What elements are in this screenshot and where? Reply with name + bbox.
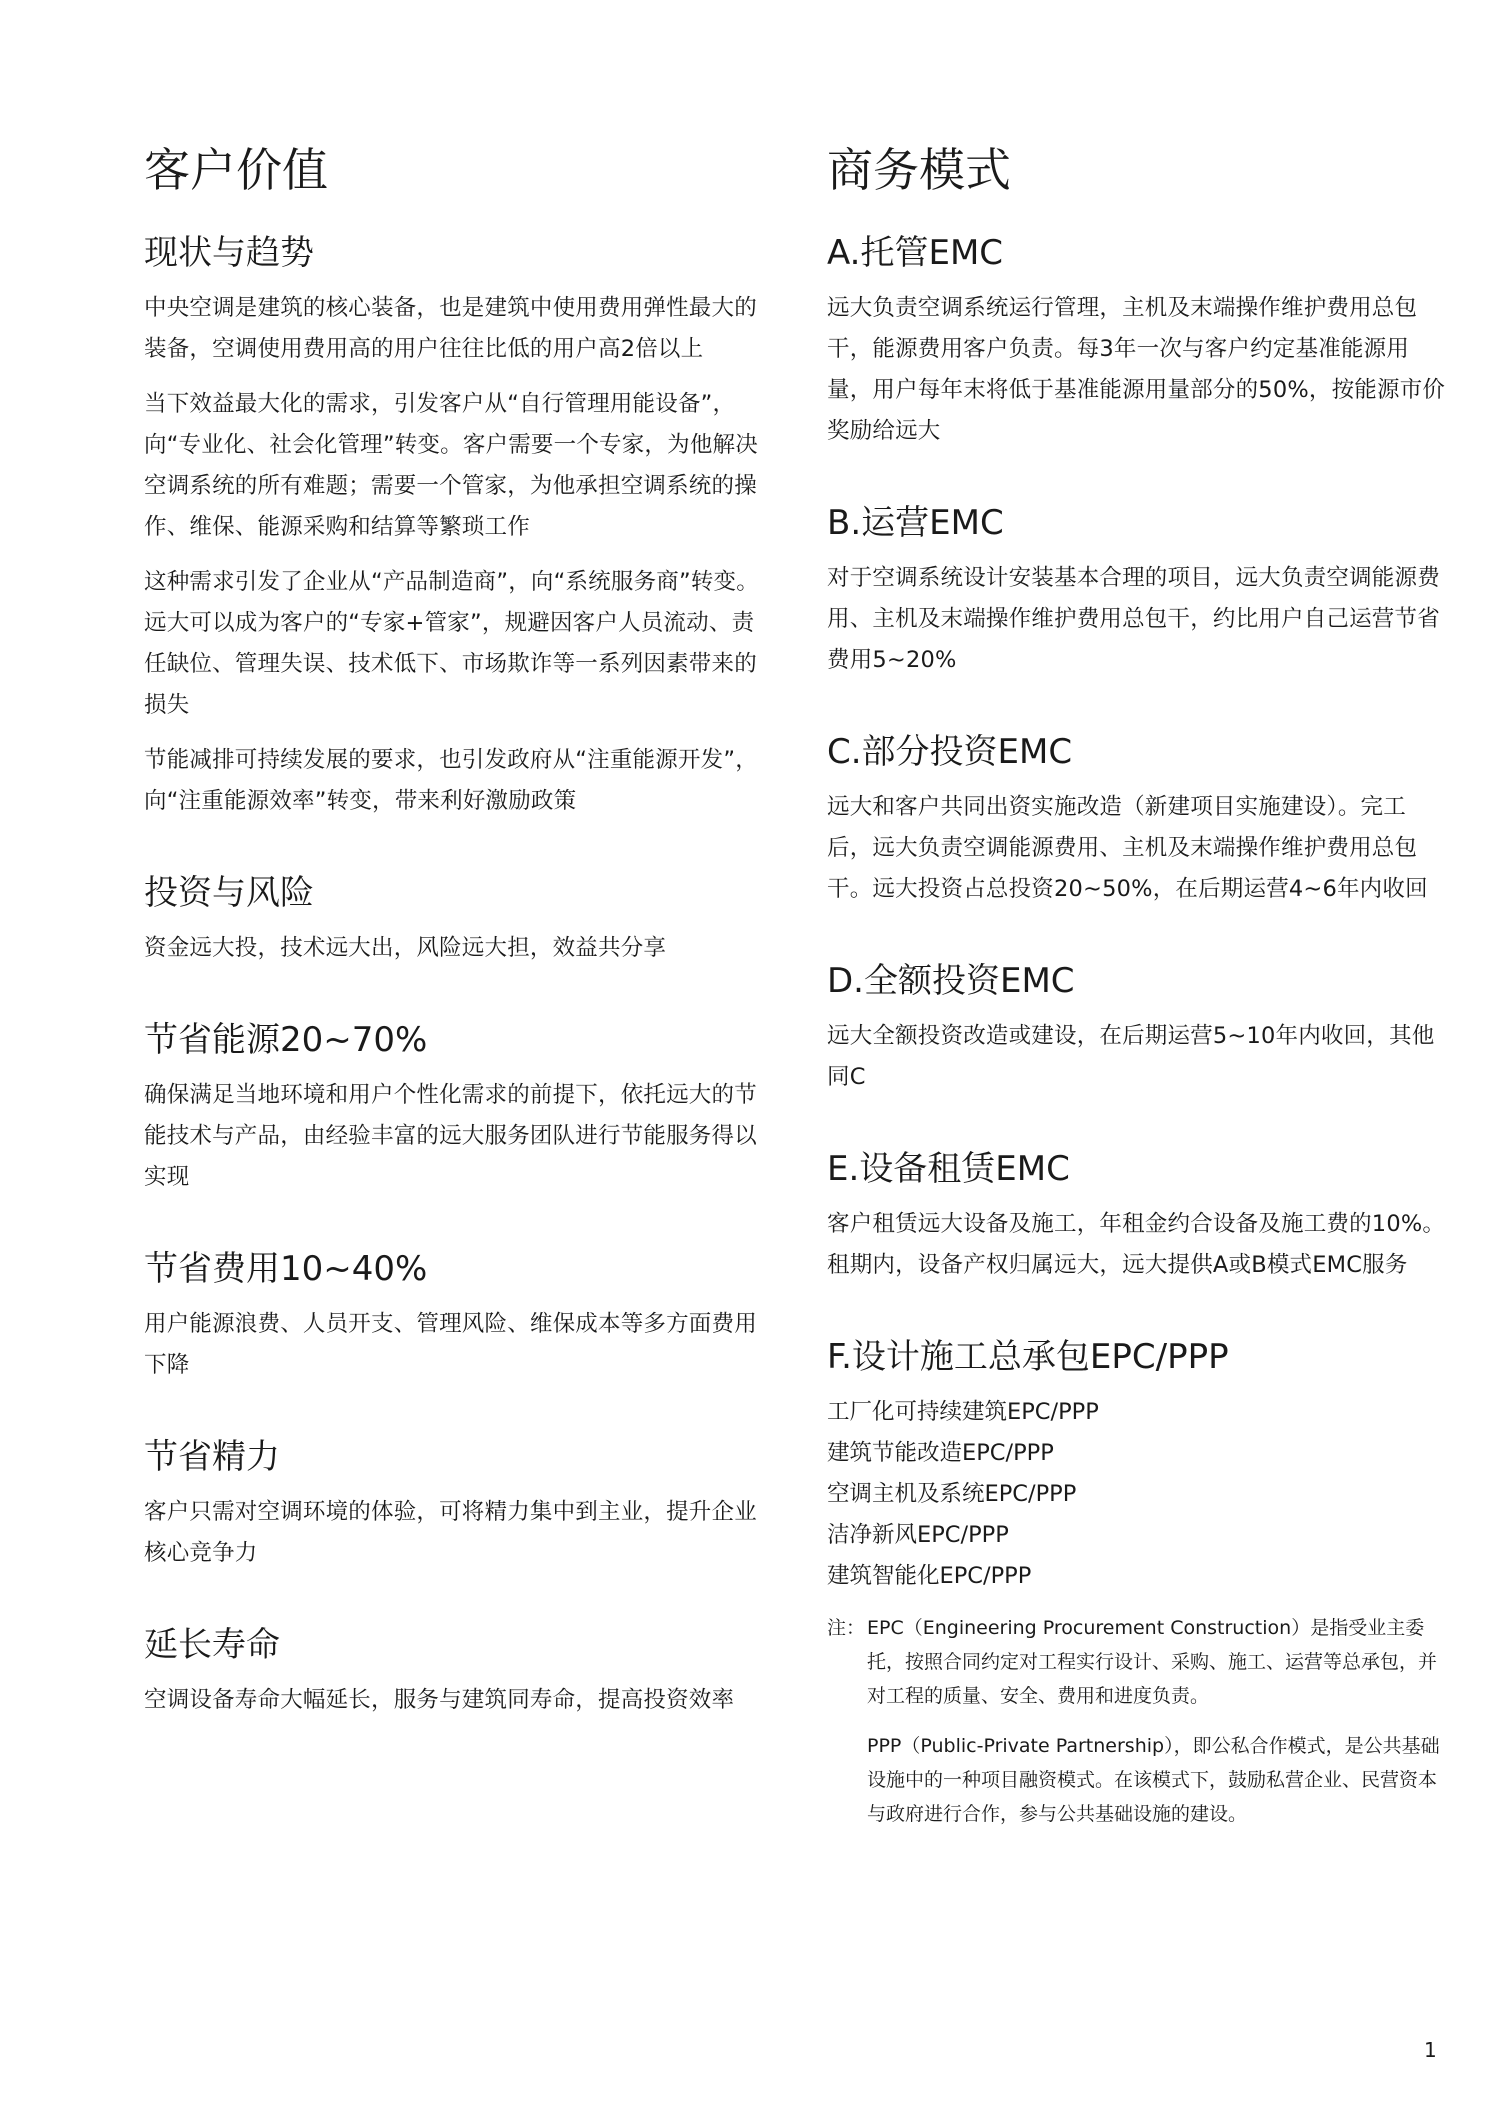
section-heading: 节省精力 xyxy=(144,1437,280,1477)
section-heading: C.部分投资EMC xyxy=(827,732,1073,772)
left-column xyxy=(144,138,764,1735)
paragraph: 远大负责空调系统运行管理，主机及末端操作维护费用总包干，能源费用客户负责。每3年一次与客户约定基准能源用量，用户每年末将低于基准能源用量部分的50%，按能源市价奖励给远大 xyxy=(827,295,1446,444)
section-emc-e xyxy=(827,1146,1447,1286)
section-heading: D.全额投资EMC xyxy=(827,961,1075,1001)
section-heading: 延长寿命 xyxy=(144,1625,280,1665)
footnote-epc: EPC（Engineering Procurement Construction）是指受业主委托，按照合同约定对工程实行设计、采购、施工、运营等总承包，并对工程的质量、安全、费用和进度负责。 xyxy=(867,1617,1438,1707)
paragraph: 这种需求引发了企业从“产品制造商”，向“系统服务商”转变。远大可以成为客户的“专家+管家”，规避因客户人员流动、责任缺位、管理失误、技术低下、市场欺诈等一系列因素带来的损失 xyxy=(144,569,759,718)
section-heading: B.运营EMC xyxy=(827,503,1004,543)
list-item: 空调主机及系统EPC/PPP xyxy=(827,1481,1077,1507)
paragraph: 空调设备寿命大幅延长，服务与建筑同寿命，提高投资效率 xyxy=(144,1687,735,1713)
section-status-trend xyxy=(144,230,764,822)
section-extend-life xyxy=(144,1622,764,1721)
footnote-ppp: PPP（Public-Private Partnership），即公私合作模式，是公共基础设施中的一种项目融资模式。在该模式下，鼓励私营企业、民营资本与政府进行合作，参与公共基础设施的建设。 xyxy=(867,1735,1440,1825)
list-item: 建筑智能化EPC/PPP xyxy=(827,1563,1032,1589)
paragraph: 用户能源浪费、人员开支、管理风险、维保成本等多方面费用下降 xyxy=(144,1311,757,1378)
section-heading: 现状与趋势 xyxy=(144,233,314,273)
section-heading: 节省费用10~40% xyxy=(144,1249,428,1289)
section-save-cost xyxy=(144,1246,764,1386)
paragraph: 对于空调系统设计安装基本合理的项目，远大负责空调能源费用、主机及末端操作维护费用总包干，约比用户自己运营节省费用5~20% xyxy=(827,565,1440,673)
page-number: 1 xyxy=(1424,2038,1437,2062)
section-heading: 节省能源20~70% xyxy=(144,1020,428,1060)
list-item: 工厂化可持续建筑EPC/PPP xyxy=(827,1399,1099,1425)
section-emc-a xyxy=(827,230,1447,452)
list-item: 建筑节能改造EPC/PPP xyxy=(827,1440,1054,1466)
paragraph: 客户只需对空调环境的体验，可将精力集中到主业，提升企业核心竞争力 xyxy=(144,1499,757,1566)
section-epc-ppp xyxy=(827,1334,1447,1831)
section-emc-b xyxy=(827,500,1447,681)
section-heading: A.托管EMC xyxy=(827,233,1004,273)
epc-list xyxy=(827,1392,1447,1597)
right-title: 商务模式 xyxy=(827,143,1011,197)
paragraph: 中央空调是建筑的核心装备，也是建筑中使用费用弹性最大的装备，空调使用费用高的用户往往比低的用户高2倍以上 xyxy=(144,295,757,362)
list-item: 洁净新风EPC/PPP xyxy=(827,1522,1009,1548)
section-heading: F.设计施工总承包EPC/PPP xyxy=(827,1337,1229,1377)
left-title: 客户价值 xyxy=(144,143,328,197)
paragraph: 资金远大投，技术远大出，风险远大担，效益共分享 xyxy=(144,935,667,961)
paragraph: 当下效益最大化的需求，引发客户从“自行管理用能设备”，向“专业化、社会化管理”转变。客户需要一个专家，为他解决空调系统的所有难题；需要一个管家，为他承担空调系统的操作、维保、能源采购和结算等繁琐工作 xyxy=(144,391,758,540)
footnote-label: 注： xyxy=(827,1617,866,1639)
paragraph: 远大和客户共同出资实施改造（新建项目实施建设）。完工后，远大负责空调能源费用、主机及末端操作维护费用总包干。远大投资占总投资20~50%，在后期运营4~6年内收回 xyxy=(827,794,1428,902)
paragraph: 节能减排可持续发展的要求，也引发政府从“注重能源开发”，向“注重能源效率”转变，带来利好激励政策 xyxy=(144,747,758,814)
paragraph: 确保满足当地环境和用户个性化需求的前提下，依托远大的节能技术与产品，由经验丰富的远大服务团队进行节能服务得以实现 xyxy=(144,1082,757,1190)
section-emc-d xyxy=(827,958,1447,1098)
section-investment-risk xyxy=(144,870,764,969)
section-save-effort xyxy=(144,1434,764,1574)
section-emc-c xyxy=(827,729,1447,910)
footnote xyxy=(827,1611,1447,1831)
section-heading: 投资与风险 xyxy=(144,873,314,913)
section-heading: E.设备租赁EMC xyxy=(827,1149,1070,1189)
right-column xyxy=(827,138,1447,1831)
paragraph: 远大全额投资改造或建设，在后期运营5~10年内收回，其他同C xyxy=(827,1023,1435,1090)
paragraph: 客户租赁远大设备及施工，年租金约合设备及施工费的10%。租期内，设备产权归属远大，远大提供A或B模式EMC服务 xyxy=(827,1211,1446,1278)
section-save-energy xyxy=(144,1017,764,1198)
